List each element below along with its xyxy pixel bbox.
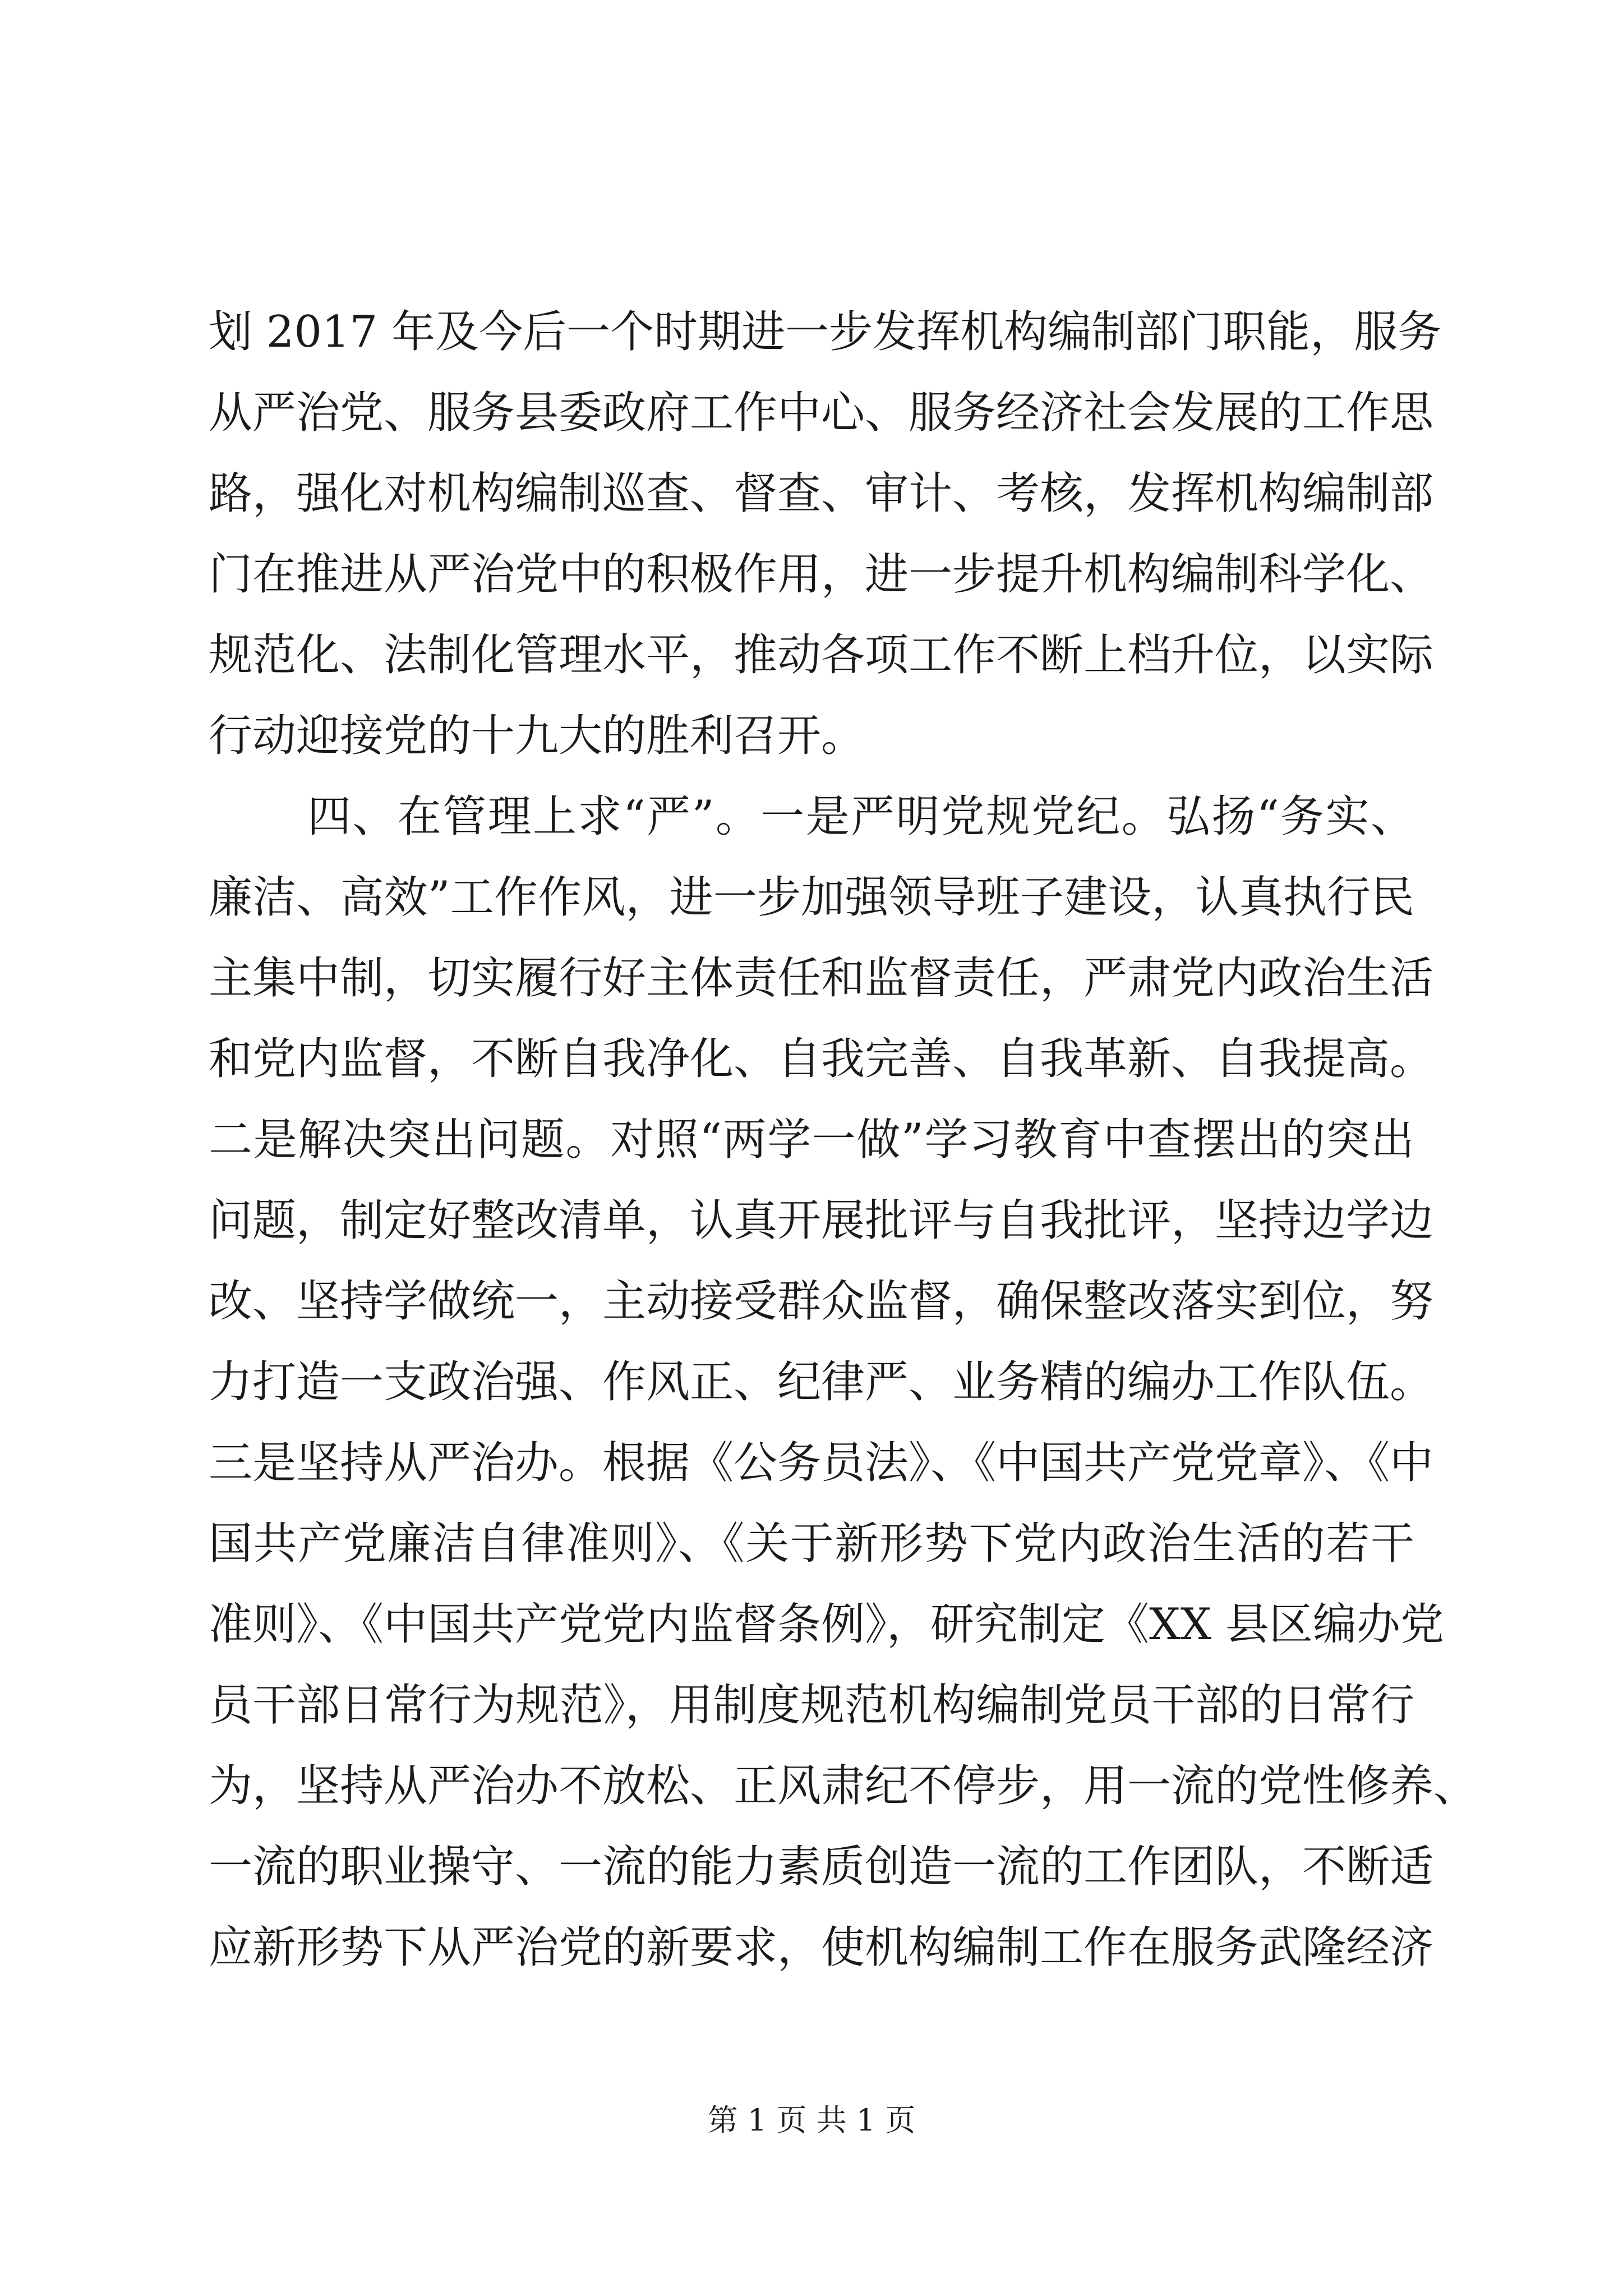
page-footer: 第 1 页 共 1 页	[707, 2102, 916, 2138]
text-line: 路，强化对机构编制巡查、督查、审计、考核，发挥机构编制部	[209, 468, 1434, 519]
body-text	[209, 292, 1478, 1988]
paragraph-1	[209, 292, 1442, 776]
text-line: 四、在管理上求“严”。一是严明党规党纪。弘扬“务实、	[307, 792, 1414, 842]
text-line: 改、坚持学做统一，主动接受群众监督，确保整改落实到位，努	[209, 1276, 1434, 1327]
text-line: 划 2017 年及今后一个时期进一步发挥机构编制部门职能，服务	[209, 307, 1442, 357]
paragraph-2	[209, 776, 1478, 1988]
text-line: 应新形势下从严治党的新要求，使机构编制工作在服务武隆经济	[209, 1922, 1434, 1973]
text-line: 三是坚持从严治办。根据《公务员法》、《中国共产党党章》、《中	[209, 1438, 1434, 1488]
text-line: 一流的职业操守、一流的能力素质创造一流的工作团队，不断适	[209, 1842, 1434, 1892]
text-line: 准则》、《中国共产党党内监督条例》，研究制定《XX 县区编办党	[209, 1599, 1444, 1650]
text-line: 门在推进从严治党中的积极作用，进一步提升机构编制科学化、	[209, 549, 1434, 600]
text-line: 国共产党廉洁自律准则》、《关于新形势下党内政治生活的若干	[209, 1519, 1414, 1569]
text-line: 二是解决突出问题。对照“两学一做”学习教育中查摆出的突出	[209, 1115, 1414, 1165]
text-line: 为，坚持从严治办不放松、正风肃纪不停步，用一流的党性修养、	[209, 1761, 1478, 1811]
text-line: 规范化、法制化管理水平，推动各项工作不断上档升位，以实际	[209, 630, 1434, 680]
text-line: 主集中制，切实履行好主体责任和监督责任，严肃党内政治生活	[209, 953, 1434, 1004]
text-line: 员干部日常行为规范》，用制度规范机构编制党员干部的日常行	[209, 1680, 1414, 1731]
text-line: 廉洁、高效”工作作风，进一步加强领导班子建设，认真执行民	[209, 872, 1414, 923]
text-line: 力打造一支政治强、作风正、纪律严、业务精的编办工作队伍。	[209, 1357, 1434, 1407]
text-line: 和党内监督，不断自我净化、自我完善、自我革新、自我提高。	[209, 1034, 1434, 1084]
text-line: 问题，制定好整改清单，认真开展批评与自我批评，坚持边学边	[209, 1195, 1434, 1246]
text-line: 从严治党、服务县委政府工作中心、服务经济社会发展的工作思	[209, 388, 1434, 438]
text-line: 行动迎接党的十九大的胜利召开。	[209, 711, 865, 761]
